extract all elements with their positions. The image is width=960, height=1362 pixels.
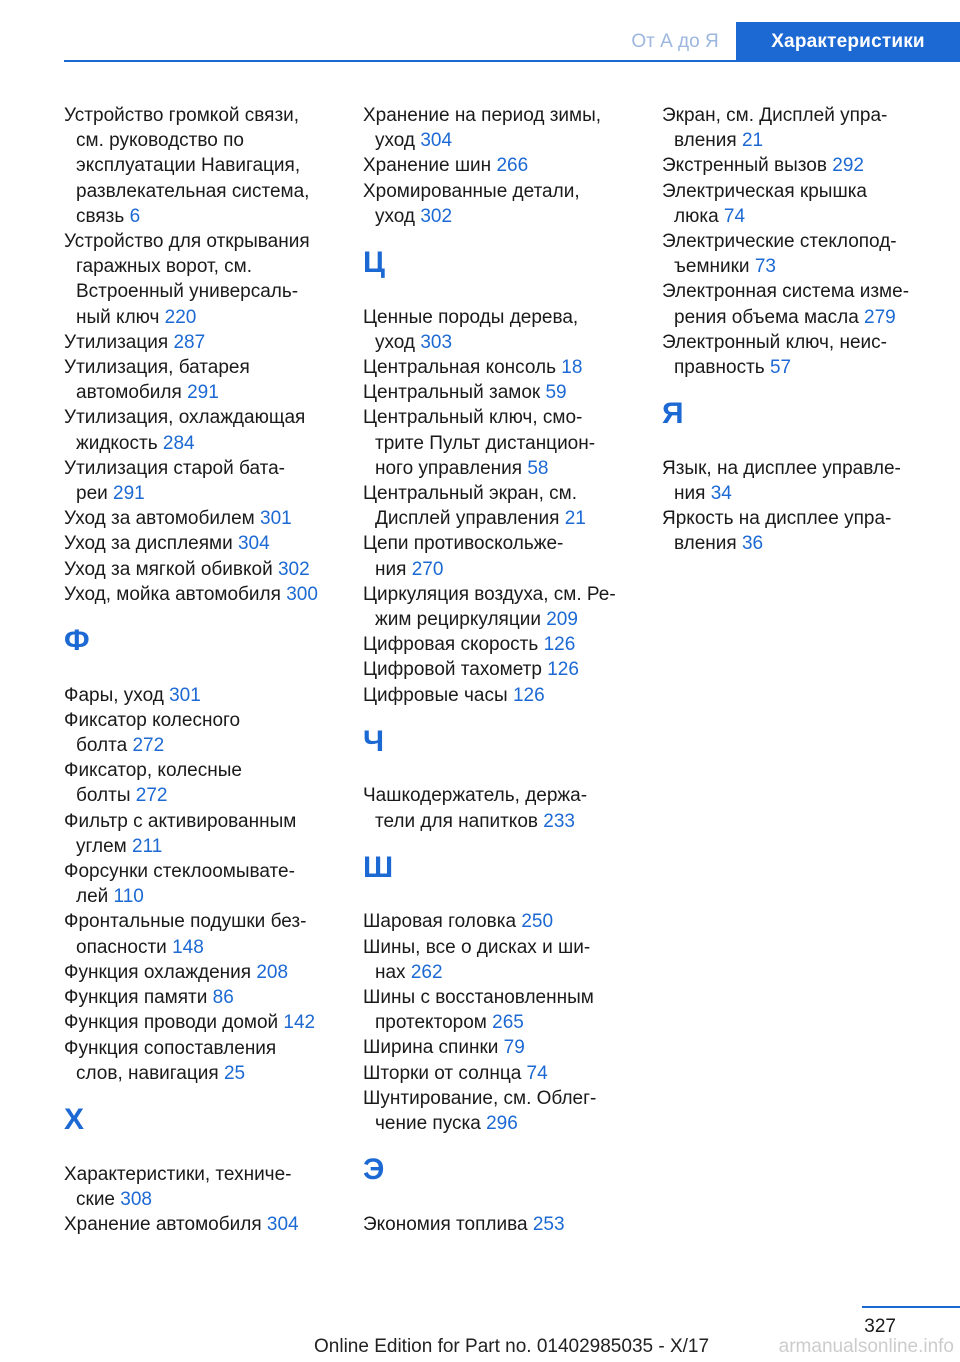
index-entry — [64, 985, 334, 1010]
page-link[interactable]: 250 — [521, 911, 554, 933]
page-link[interactable]: 208 — [256, 961, 289, 983]
page-link[interactable]: 296 — [486, 1113, 518, 1135]
index-entry — [363, 405, 633, 481]
entry-text: Центральная консоль — [363, 357, 562, 379]
entry-text: Хромированные детали, — [363, 180, 580, 202]
entry-text: опасности — [76, 936, 173, 958]
entry-text: Электрическая крышка — [662, 180, 867, 202]
page-link[interactable]: 253 — [532, 1213, 565, 1235]
page-link[interactable]: 302 — [277, 558, 310, 580]
section-letter: Ш — [363, 850, 394, 884]
entry-text: Шины с восстановленным — [363, 987, 594, 1009]
entry-text: Шторки от солнца — [363, 1062, 527, 1084]
page-link[interactable]: 284 — [162, 432, 195, 454]
entry-text: углем — [76, 835, 133, 857]
page-link[interactable]: 21 — [564, 508, 586, 530]
page-link[interactable]: 308 — [120, 1188, 152, 1210]
index-entry — [363, 783, 633, 833]
index-entry — [64, 330, 334, 355]
index-entry — [363, 582, 633, 632]
page-link[interactable]: 301 — [260, 508, 292, 530]
entry-text: развлекательная система, — [76, 180, 310, 202]
page-link[interactable]: 126 — [547, 659, 579, 681]
page-link[interactable]: 79 — [503, 1037, 525, 1059]
index-entry — [64, 758, 334, 808]
entry-text: жидкость — [76, 432, 163, 454]
page-link[interactable]: 292 — [832, 155, 864, 177]
index-entry — [64, 859, 334, 909]
page-link[interactable]: 266 — [496, 155, 529, 177]
entry-text: Центральный ключ, смо‐ — [363, 407, 583, 429]
entry-text: уход — [375, 205, 421, 227]
entry-text: Фильтр с активированным — [64, 810, 297, 832]
entry-text: см. руководство по — [76, 130, 244, 152]
entry-text: болты — [76, 785, 136, 807]
entry-text: протектором — [375, 1012, 493, 1034]
entry-text: Экран, см. Дисплей упра‐ — [662, 105, 888, 126]
page-link[interactable]: 59 — [545, 382, 567, 404]
index-entry — [662, 506, 952, 556]
entry-text: Язык, на дисплее управле‐ — [662, 457, 901, 479]
entry-text: Электронная система изме‐ — [662, 281, 910, 303]
index-column-1 — [64, 103, 334, 1237]
entry-text: Функция охлаждения — [64, 961, 257, 983]
index-entry — [662, 179, 952, 229]
index-entry — [363, 1086, 633, 1136]
entry-text: слов, навигация — [76, 1062, 224, 1084]
index-entry — [64, 809, 334, 859]
entry-text: Хранение автомобиля — [64, 1213, 267, 1235]
index-entry — [363, 985, 633, 1035]
index-entry — [363, 355, 633, 380]
index-entry — [662, 279, 952, 329]
entry-text: Электронный ключ, неис‐ — [662, 331, 887, 353]
index-column-3 — [662, 103, 952, 557]
entry-text: лей — [76, 886, 114, 908]
entry-text: Центральный замок — [363, 382, 546, 404]
entry-text: Функция памяти — [64, 987, 213, 1009]
page-link[interactable]: 265 — [492, 1012, 524, 1034]
page-link[interactable]: 209 — [546, 609, 578, 631]
index-entry — [64, 531, 334, 556]
page-link[interactable]: 86 — [212, 987, 234, 1009]
entry-text: Фары, уход — [64, 684, 170, 706]
index-entry — [363, 632, 633, 657]
page-link[interactable]: 34 — [710, 483, 732, 505]
index-entry — [64, 456, 334, 506]
entry-text: Центральный экран, см. — [363, 483, 578, 505]
entry-text: Фиксатор колесного — [64, 709, 241, 731]
entry-text: болта — [76, 735, 133, 757]
page-link[interactable]: 262 — [410, 961, 443, 983]
entry-text: Устройство для открывания — [64, 231, 310, 253]
entry-text: ъемники — [674, 256, 755, 278]
entry-text: Цифровые часы — [363, 684, 513, 706]
entry-text: люка — [674, 205, 724, 227]
entry-text: вления — [674, 533, 742, 555]
index-entry — [363, 531, 633, 581]
index-entry — [64, 1162, 334, 1212]
entry-text: Уход за дисплеями — [64, 533, 238, 555]
page-link[interactable]: 304 — [420, 130, 453, 152]
index-entry — [363, 657, 633, 682]
index-entry — [64, 1036, 334, 1086]
entry-text: Цифровая скорость — [363, 634, 544, 656]
index-entry — [363, 179, 633, 229]
page-link[interactable]: 57 — [769, 357, 792, 379]
page-link[interactable]: 25 — [223, 1062, 246, 1084]
entry-text: связь — [76, 205, 130, 227]
entry-text: реи — [76, 483, 114, 505]
entry-text: Функция проводи домой — [64, 1012, 284, 1034]
index-entry — [662, 229, 952, 279]
index-entry — [363, 1212, 633, 1237]
entry-text: вления — [674, 130, 742, 152]
entry-text: гаражных ворот, см. — [76, 256, 253, 278]
page-link[interactable]: 291 — [187, 382, 219, 404]
entry-text: Хранение на период зимы, — [363, 105, 602, 126]
entry-text: Ценные породы дерева, — [363, 306, 579, 328]
page-link[interactable]: 220 — [164, 306, 197, 328]
index-entry — [363, 103, 633, 153]
index-entry — [64, 1212, 334, 1237]
entry-text: правность — [674, 357, 770, 379]
entry-text: Встроенный универсаль‐ — [76, 281, 299, 303]
entry-text: ния — [674, 483, 711, 505]
footer-rule — [862, 1306, 960, 1308]
index-entry — [64, 1010, 334, 1035]
tab-characteristics[interactable]: Характеристики — [736, 22, 960, 62]
entry-text: трите Пульт дистанцион‐ — [375, 432, 596, 454]
entry-text: Утилизация старой бата‐ — [64, 457, 285, 479]
entry-text: автомобиля — [76, 382, 188, 404]
entry-text: Характеристики, техниче‐ — [64, 1163, 292, 1185]
index-entry — [64, 557, 334, 582]
section-letter: Э — [363, 1153, 385, 1187]
page-link[interactable]: 142 — [283, 1012, 316, 1034]
entry-text: Шунтирование, см. Облег‐ — [363, 1087, 597, 1109]
page-link[interactable]: 126 — [512, 684, 545, 706]
entry-text: Устройство громкой связи, — [64, 105, 300, 126]
index-entry — [64, 506, 334, 531]
entry-text: Шины, все о дисках и ши‐ — [363, 936, 591, 958]
index-entry — [363, 380, 633, 405]
entry-text: Утилизация — [64, 331, 174, 353]
entry-text: ный ключ — [76, 306, 165, 328]
entry-text: Функция сопоставления — [64, 1037, 277, 1059]
page-link[interactable]: 272 — [132, 735, 165, 757]
entry-text: чение пуска — [375, 1113, 487, 1135]
entry-text: Электрические стеклопод‐ — [662, 231, 897, 253]
entry-text: Уход за автомобилем — [64, 508, 260, 530]
page-link[interactable]: 211 — [132, 835, 163, 857]
page-link[interactable]: 233 — [543, 810, 575, 832]
entry-text: ния — [375, 558, 412, 580]
tab-a-to-z[interactable]: От А до Я — [631, 31, 719, 52]
entry-text: Цепи противоскольже‐ — [363, 533, 564, 555]
index-entry — [64, 582, 334, 607]
page-link[interactable]: 301 — [169, 684, 201, 706]
entry-text: Яркость на дисплее упра‐ — [662, 508, 892, 530]
page-link[interactable]: 302 — [420, 205, 453, 227]
entry-text: Форсунки стеклоомывате‐ — [64, 861, 295, 883]
index-entry — [64, 708, 334, 758]
index-entry — [64, 355, 334, 405]
index-entry — [363, 153, 633, 178]
index-entry — [64, 103, 334, 229]
entry-text: Уход за мягкой обивкой — [64, 558, 278, 580]
entry-text: эксплуатации Навигация, — [76, 155, 301, 177]
page-link[interactable]: 73 — [754, 256, 776, 278]
entry-text: Чашкодержатель, держа‐ — [363, 785, 588, 807]
index-entry — [64, 405, 334, 455]
index-entry — [64, 960, 334, 985]
index-entry — [64, 229, 334, 330]
entry-text: уход — [375, 130, 421, 152]
index-entry — [64, 909, 334, 959]
section-letter: Я — [662, 397, 684, 431]
index-entry — [64, 683, 334, 708]
section-letter: Ф — [64, 624, 90, 658]
page-link[interactable]: 18 — [561, 357, 583, 379]
section-letter: Ч — [363, 724, 385, 758]
page-link[interactable]: 279 — [864, 306, 896, 328]
entry-text: Цифровой тахометр — [363, 659, 548, 681]
entry-text: рения объема масла — [674, 306, 865, 328]
page-link[interactable]: 58 — [527, 457, 549, 479]
page-link[interactable]: 291 — [113, 483, 145, 505]
page-link[interactable]: 126 — [543, 634, 576, 656]
page-link[interactable]: 287 — [173, 331, 206, 353]
page-number: 327 — [864, 1316, 896, 1337]
page-link[interactable]: 6 — [129, 205, 141, 227]
page-link[interactable]: 304 — [237, 533, 270, 555]
entry-text: Утилизация, охлаждающая — [64, 407, 306, 429]
entry-text: Дисплей управления — [375, 508, 565, 530]
entry-text: ного управления — [375, 457, 528, 479]
index-entry — [662, 103, 952, 153]
entry-text: Хранение шин — [363, 155, 497, 177]
page-link[interactable]: 304 — [266, 1213, 299, 1235]
page-link[interactable]: 74 — [723, 205, 746, 227]
index-entry — [662, 456, 952, 506]
index-entry — [363, 909, 633, 934]
section-letter: Х — [64, 1102, 85, 1136]
watermark: armanualsonline.info — [778, 1336, 954, 1357]
page-link[interactable]: 21 — [741, 130, 764, 152]
index-entry — [662, 330, 952, 380]
index-entry — [363, 935, 633, 985]
entry-text: Экстренный вызов — [662, 155, 833, 177]
page-link[interactable]: 74 — [526, 1062, 548, 1084]
entry-text: ские — [76, 1188, 121, 1210]
index-entry — [363, 683, 633, 708]
index-column-2 — [363, 103, 633, 1237]
page-link[interactable]: 148 — [172, 936, 204, 958]
entry-text: уход — [375, 331, 421, 353]
entry-text: Утилизация, батарея — [64, 357, 250, 379]
entry-text: Фиксатор, колесные — [64, 760, 242, 782]
index-entry — [363, 1061, 633, 1086]
entry-text: Экономия топлива — [363, 1213, 533, 1235]
page-link[interactable]: 300 — [286, 583, 318, 605]
entry-text: Ширина спинки — [363, 1037, 504, 1059]
index-entry — [662, 153, 952, 178]
index-entry — [363, 1035, 633, 1060]
page-link[interactable]: 272 — [135, 785, 168, 807]
entry-text: Циркуляция воздуха, см. Ре‐ — [363, 583, 616, 605]
page-link[interactable]: 110 — [113, 886, 144, 908]
index-entry — [363, 305, 633, 355]
entry-text: нах — [375, 961, 411, 983]
footer-edition: Online Edition for Part no. 01402985035 - X/17 — [314, 1336, 710, 1357]
page-link[interactable]: 36 — [741, 533, 764, 555]
entry-text: жим рециркуляции — [375, 609, 547, 631]
index-entry — [363, 481, 633, 531]
entry-text: Шаровая головка — [363, 911, 522, 933]
entry-text: Уход, мойка автомобиля — [64, 583, 287, 605]
entry-text: тели для напитков — [375, 810, 544, 832]
page-link[interactable]: 270 — [411, 558, 444, 580]
entry-text: Фронтальные подушки без‐ — [64, 911, 307, 933]
section-letter: Ц — [363, 246, 385, 280]
page-link[interactable]: 303 — [420, 331, 453, 353]
